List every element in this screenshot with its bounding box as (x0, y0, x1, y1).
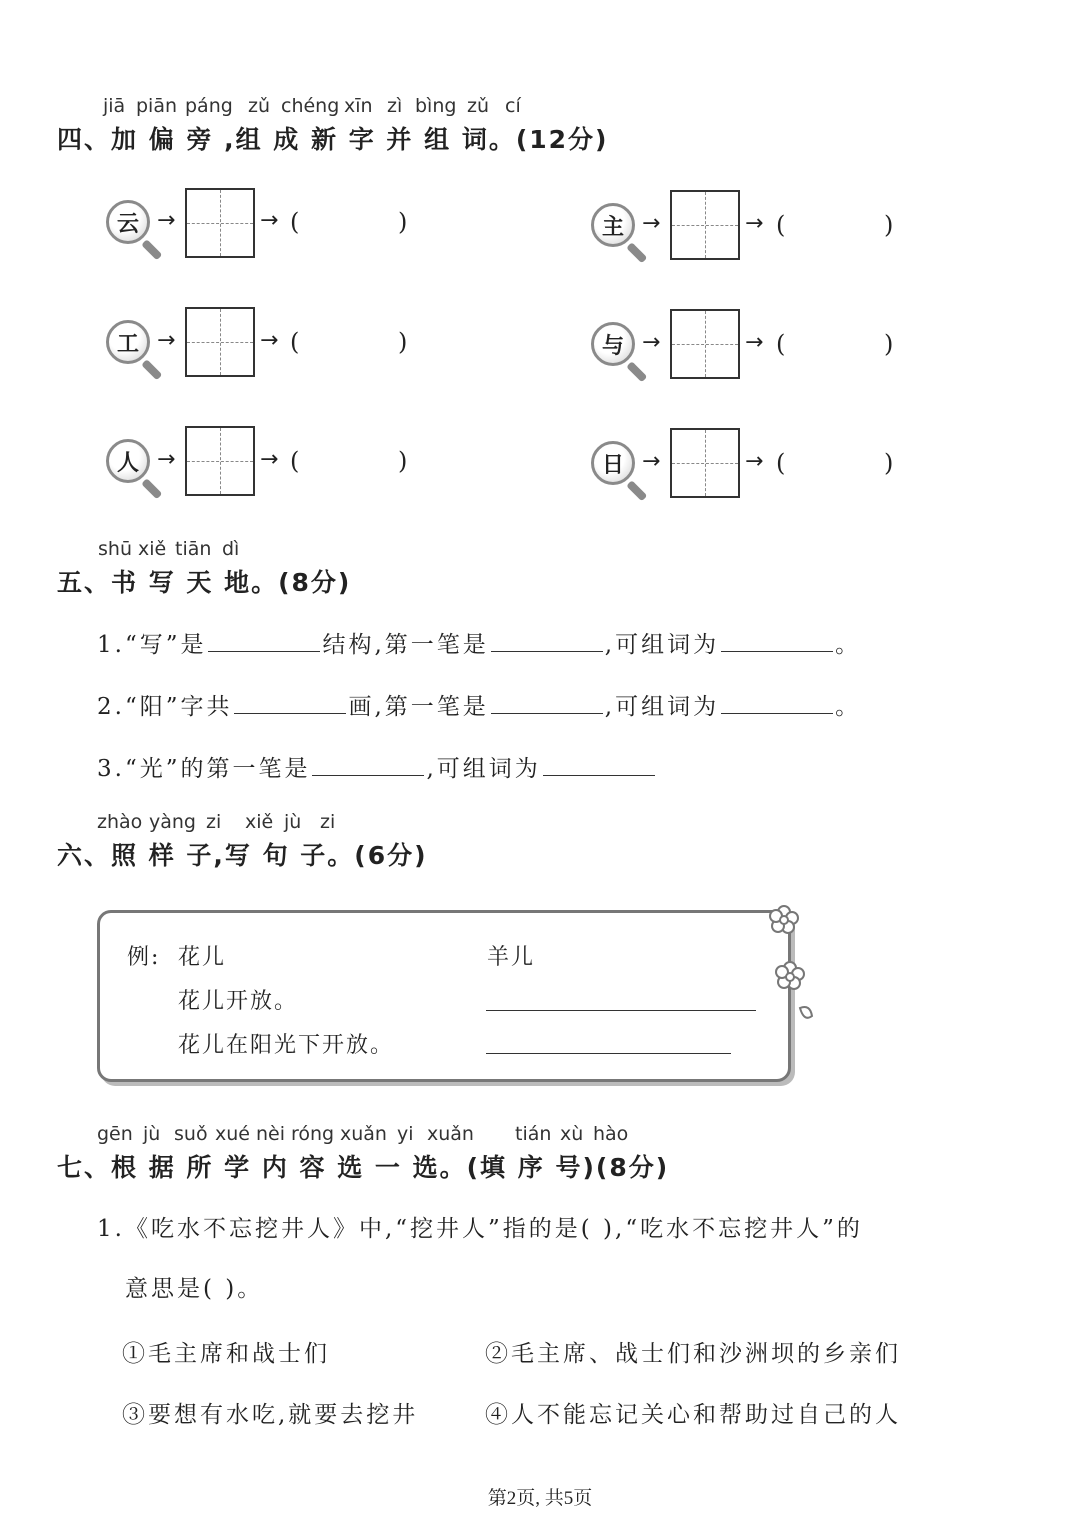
question-7-1-line2: 意思是( )。 (125, 1276, 264, 1302)
answer-paren-close: ) (398, 328, 408, 356)
pinyin: cí (505, 95, 521, 117)
answer-paren-close: ) (884, 211, 894, 239)
arrow-icon: → (157, 447, 176, 472)
question-text: 。 (835, 632, 862, 658)
answer-blank[interactable] (543, 753, 655, 776)
answer-paren-close: ) (398, 208, 408, 236)
example-word: 花儿 (178, 945, 227, 970)
writing-box[interactable] (670, 309, 740, 379)
pinyin: tián (515, 1123, 552, 1145)
arrow-icon: → (642, 449, 661, 474)
option-1: ①毛主席和战士们 (122, 1341, 330, 1367)
section4-title: 四、加 偏 旁 ,组 成 新 字 并 组 词。(12分) (57, 125, 609, 154)
question-text: ,可组词为 (426, 756, 541, 782)
section6-title: 六、照 样 子,写 句 子。(6分) (57, 841, 428, 870)
pinyin: nèi (256, 1123, 286, 1145)
pinyin: chéng (281, 95, 340, 117)
arrow-icon: → (745, 211, 764, 236)
pinyin: suǒ (174, 1123, 208, 1145)
arrow-icon: → (745, 330, 764, 355)
section7-title: 七、根 据 所 学 内 容 选 一 选。(填 序 号)(8分) (57, 1153, 670, 1182)
base-character: 云 (106, 200, 150, 244)
answer-paren-open[interactable]: ( (290, 328, 300, 356)
section7-pinyin (97, 1123, 637, 1147)
base-character: 日 (591, 441, 635, 485)
pinyin: yàng (149, 811, 196, 833)
writing-box[interactable] (185, 188, 255, 258)
pinyin: xué (215, 1123, 250, 1145)
pinyin: tiān (175, 538, 212, 560)
pinyin: xiě (245, 811, 274, 833)
question-text: 2.“阳”字共 (97, 694, 233, 720)
pinyin: dì (222, 538, 240, 560)
pinyin: gēn (97, 1123, 133, 1145)
example-sentence-long: 花儿在阳光下开放。 (178, 1033, 395, 1058)
pinyin: jiā (103, 95, 126, 117)
writing-box[interactable] (670, 428, 740, 498)
answer-paren-open[interactable]: ( (776, 449, 786, 477)
option-2: ②毛主席、战士们和沙洲坝的乡亲们 (485, 1341, 901, 1367)
arrow-icon: → (642, 330, 661, 355)
question-text: 3.“光”的第一笔是 (97, 756, 311, 782)
base-character: 工 (106, 320, 150, 364)
section6-pinyin (97, 811, 357, 835)
question-text: 1.“写”是 (97, 632, 207, 658)
answer-blank[interactable] (491, 691, 603, 714)
answer-blank[interactable] (312, 753, 424, 776)
pinyin: zhào (97, 811, 143, 833)
pinyin: xuǎn (427, 1123, 474, 1145)
arrow-icon: → (642, 211, 661, 236)
pinyin: yi (397, 1123, 414, 1145)
pinyin: páng (185, 95, 233, 117)
option-4: ④人不能忘记关心和帮助过自己的人 (485, 1402, 901, 1428)
answer-paren-close: ) (884, 449, 894, 477)
writing-box[interactable] (185, 307, 255, 377)
question-7-1-line1: 1.《吃水不忘挖井人》中,“挖井人”指的是( ),“吃水不忘挖井人”的 (97, 1216, 863, 1242)
answer-paren-open[interactable]: ( (776, 211, 786, 239)
flower-decoration-icon (766, 900, 816, 1030)
question-text: 。 (835, 694, 862, 720)
pinyin: xuǎn (340, 1123, 387, 1145)
example-sentence-short: 花儿开放。 (178, 989, 299, 1014)
answer-line-short[interactable] (486, 1010, 756, 1011)
pinyin: xù (560, 1123, 584, 1145)
writing-box[interactable] (670, 190, 740, 260)
section5-pinyin (98, 538, 258, 562)
base-character: 主 (591, 203, 635, 247)
base-character: 与 (591, 322, 635, 366)
question-text: ,可组词为 (604, 694, 720, 720)
pinyin: zi (320, 811, 336, 833)
question-text: ,可组词为 (604, 632, 720, 658)
target-word: 羊儿 (487, 945, 536, 970)
base-character: 人 (106, 439, 150, 483)
answer-line-long[interactable] (486, 1053, 731, 1054)
answer-blank[interactable] (721, 629, 833, 652)
example-label: 例: (127, 945, 161, 970)
pinyin: shū (98, 538, 132, 560)
question-5-1 (97, 626, 861, 659)
answer-blank[interactable] (491, 629, 603, 652)
answer-paren-close: ) (398, 447, 408, 475)
section5-title: 五、书 写 天 地。(8分) (57, 568, 352, 597)
writing-box[interactable] (185, 426, 255, 496)
arrow-icon: → (260, 328, 279, 353)
answer-blank[interactable] (208, 629, 320, 652)
pinyin: zi (206, 811, 222, 833)
pinyin: piān (136, 95, 178, 117)
question-5-3 (97, 750, 657, 783)
answer-paren-open[interactable]: ( (290, 447, 300, 475)
answer-blank[interactable] (721, 691, 833, 714)
option-3: ③要想有水吃,就要去挖井 (122, 1402, 419, 1428)
page-footer: 第2页, 共5页 (487, 1488, 593, 1509)
pinyin: jù (143, 1123, 161, 1145)
arrow-icon: → (157, 328, 176, 353)
pinyin: bìng (415, 95, 457, 117)
answer-paren-open[interactable]: ( (776, 330, 786, 358)
question-5-2 (97, 688, 861, 721)
question-text: 画,第一笔是 (348, 694, 489, 720)
pinyin: zǔ (467, 95, 490, 117)
answer-paren-close: ) (884, 330, 894, 358)
pinyin: róng (291, 1123, 335, 1145)
arrow-icon: → (157, 208, 176, 233)
pinyin: xiě (138, 538, 167, 560)
pinyin: jù (284, 811, 302, 833)
answer-paren-open[interactable]: ( (290, 208, 300, 236)
arrow-icon: → (260, 447, 279, 472)
pinyin: zǔ (248, 95, 271, 117)
arrow-icon: → (745, 449, 764, 474)
section4-pinyin (103, 95, 543, 119)
answer-blank[interactable] (234, 691, 346, 714)
pinyin: xīn (344, 95, 373, 117)
question-text: 结构,第一笔是 (322, 632, 489, 658)
arrow-icon: → (260, 208, 279, 233)
pinyin: zì (387, 95, 403, 117)
pinyin: hào (593, 1123, 629, 1145)
